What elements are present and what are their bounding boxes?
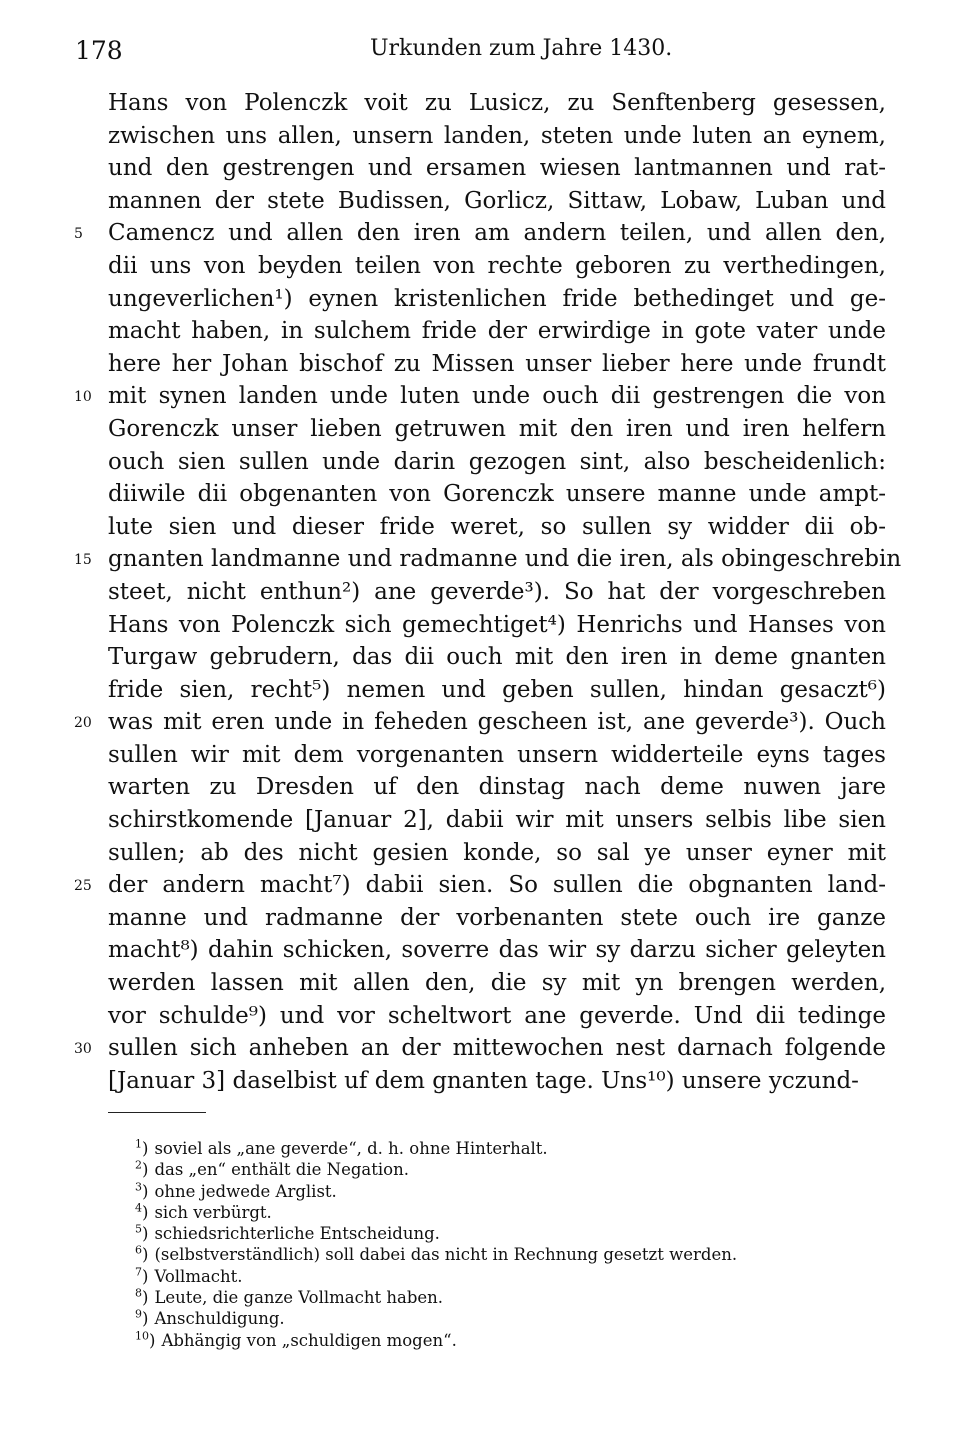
line-number: 20 <box>74 715 92 732</box>
footnote-text: Vollmacht. <box>154 1266 243 1286</box>
text-line: mannen der stete Budissen, Gorlicz, Sittaw, Lobaw, Luban und <box>108 187 886 214</box>
text-line: 30 sullen sich anheben an der mittewochen nest darnach folgende <box>108 1032 886 1065</box>
footnote-mark: 7 <box>135 1265 142 1279</box>
text-line: diiwile dii obgenanten von Gorenczk unsere manne unde ampt- <box>108 481 886 508</box>
text-line: zwischen uns allen, unsern landen, steten unde luten an eynem, <box>108 122 886 149</box>
footnote-text: das „en“ enthält die Negation. <box>154 1160 409 1180</box>
footnote-divider <box>108 1112 206 1113</box>
footnote-text: Abhängig von „schuldigen mogen“. <box>161 1330 457 1350</box>
text-line: Hans von Polenczk sich gemechtiget⁴) Henrichs und Hanses von <box>108 611 886 638</box>
footnote: $^5$) schiedsrichterliche Entscheidung. <box>135 1222 440 1244</box>
footnote-mark: 2 <box>135 1158 142 1172</box>
footnote-text: soviel als „ane geverde“, d. h. ohne Hinterhalt. <box>154 1139 548 1158</box>
text-line: ungeverlichen¹) eynen kristenlichen fride bethedinget und ge- <box>108 285 886 312</box>
footnote-mark: 5 <box>135 1222 142 1236</box>
footnote-text: Anschuldigung. <box>154 1309 285 1329</box>
footnote-mark: 1 <box>135 1137 142 1151</box>
text-line: sullen wir mit dem vorgenanten unsern widderteile eyns tages <box>108 741 886 768</box>
text-line: ouch sien sullen unde darin gezogen sint, also bescheidenlich: <box>108 448 886 475</box>
footnote-mark: 6 <box>135 1243 142 1257</box>
footnote: $^1$) soviel als „ane geverde“, d. h. ohne Hinterhalt. <box>135 1137 548 1158</box>
footnote: $^7$) Vollmacht. <box>135 1265 243 1286</box>
footnote-text: sich verbürgt. <box>154 1202 272 1222</box>
text-line: Gorenczk unser lieben getruwen mit den iren und iren helfern <box>108 415 886 442</box>
text-line: vor schulde⁹) und vor scheltwort ane geverde. Und dii tedinge <box>108 1002 886 1029</box>
text-line: 15 gnanten landmanne und radmanne und die iren, als obingeschrebin <box>108 543 886 576</box>
line-number: 15 <box>74 552 92 569</box>
text-line: lute sien und dieser fride weret, so sullen sy widder dii ob- <box>108 513 886 540</box>
running-title: Urkunden zum Jahre 1430. <box>370 36 673 61</box>
footnote-text: Leute, die ganze Vollmacht haben. <box>154 1288 444 1308</box>
body-text <box>74 87 902 1097</box>
text-line: macht⁸) dahin schicken, soverre das wir sy darzu sicher geleyten <box>108 937 886 964</box>
line-number: 5 <box>74 226 83 243</box>
footnote: $^4$) sich verbürgt. <box>135 1201 272 1222</box>
text-line: werden lassen mit allen den, die sy mit yn brengen werden, <box>108 970 886 997</box>
footnote: $^6$) (selbstverständlich) soll dabei das nicht in Rechnung gesetzt werden. <box>135 1243 738 1265</box>
text-line: [Januar 3] daselbist uf dem gnanten tage. Uns¹⁰) unsere yczund- <box>108 1067 859 1094</box>
text-line: steet, nicht enthun²) ane geverde³). So hat der vorgeschreben <box>108 578 886 605</box>
footnote-mark: 9 <box>135 1307 142 1321</box>
text-line: here her Johan bischof zu Missen unser lieber here unde frundt <box>108 350 886 377</box>
footnote: $^2$) das „en“ enthält die Negation. <box>135 1158 409 1180</box>
text-line: dii uns von beyden teilen von rechte geboren zu verthedingen, <box>108 252 886 279</box>
text-line: 10 mit synen landen unde luten unde ouch dii gestrengen die von <box>108 380 886 413</box>
text-line: warten zu Dresden uf den dinstag nach deme nuwen jare <box>108 774 886 801</box>
text-line: macht haben, in sulchem fride der erwirdige in gote vater unde <box>108 318 886 345</box>
footnote-text: ohne jedwede Arglist. <box>154 1181 337 1201</box>
line-number: 30 <box>74 1041 92 1058</box>
page-number: 178 <box>75 36 123 65</box>
line-number: 25 <box>74 878 92 895</box>
text-line: sullen; ab des nicht gesien konde, so sal ye unser eyner mit <box>108 839 886 866</box>
footnote-mark: 4 <box>135 1201 142 1215</box>
footnote: $^{10}$) Abhängig von „schuldigen mogen“. <box>135 1329 457 1350</box>
text-line: Hans von Polenczk voit zu Lusicz, zu Senftenberg gesessen, <box>108 90 886 116</box>
footnote-mark: 8 <box>135 1286 142 1300</box>
text-line: fride sien, recht⁵) nemen und geben sullen, hindan gesaczt⁶) <box>108 676 886 703</box>
footnote: $^8$) Leute, die ganze Vollmacht haben. <box>135 1286 444 1308</box>
line-number: 10 <box>74 389 92 406</box>
footnotes <box>135 1138 895 1351</box>
footnote-mark: 3 <box>135 1180 142 1194</box>
footnote-text: schiedsrichterliche Entscheidung. <box>154 1224 440 1244</box>
footnote-mark: 10 <box>135 1329 149 1343</box>
footnote-text: (selbstverständlich) soll dabei das nicht in Rechnung gesetzt werden. <box>154 1245 738 1265</box>
text-line: manne und radmanne der vorbenanten stete ouch ire ganze <box>108 904 886 931</box>
text-line: Turgaw gebrudern, das dii ouch mit den iren in deme gnanten <box>108 644 886 671</box>
text-line: und den gestrengen und ersamen wiesen lantmannen und rat- <box>108 155 886 182</box>
text-line: 25 der andern macht⁷) dabii sien. So sullen die obgnanten land- <box>108 869 886 902</box>
footnote: $^9$) Anschuldigung. <box>135 1307 285 1329</box>
text-line: 5 Camencz und allen den iren am andern teilen, und allen den, <box>108 217 886 250</box>
text-line: 20 was mit eren unde in feheden gescheen ist, ane geverde³). Ouch <box>108 706 886 739</box>
text-line: schirstkomende [Januar 2], dabii wir mit unsers selbis libe sien <box>108 807 886 834</box>
footnote: $^3$) ohne jedwede Arglist. <box>135 1180 337 1201</box>
